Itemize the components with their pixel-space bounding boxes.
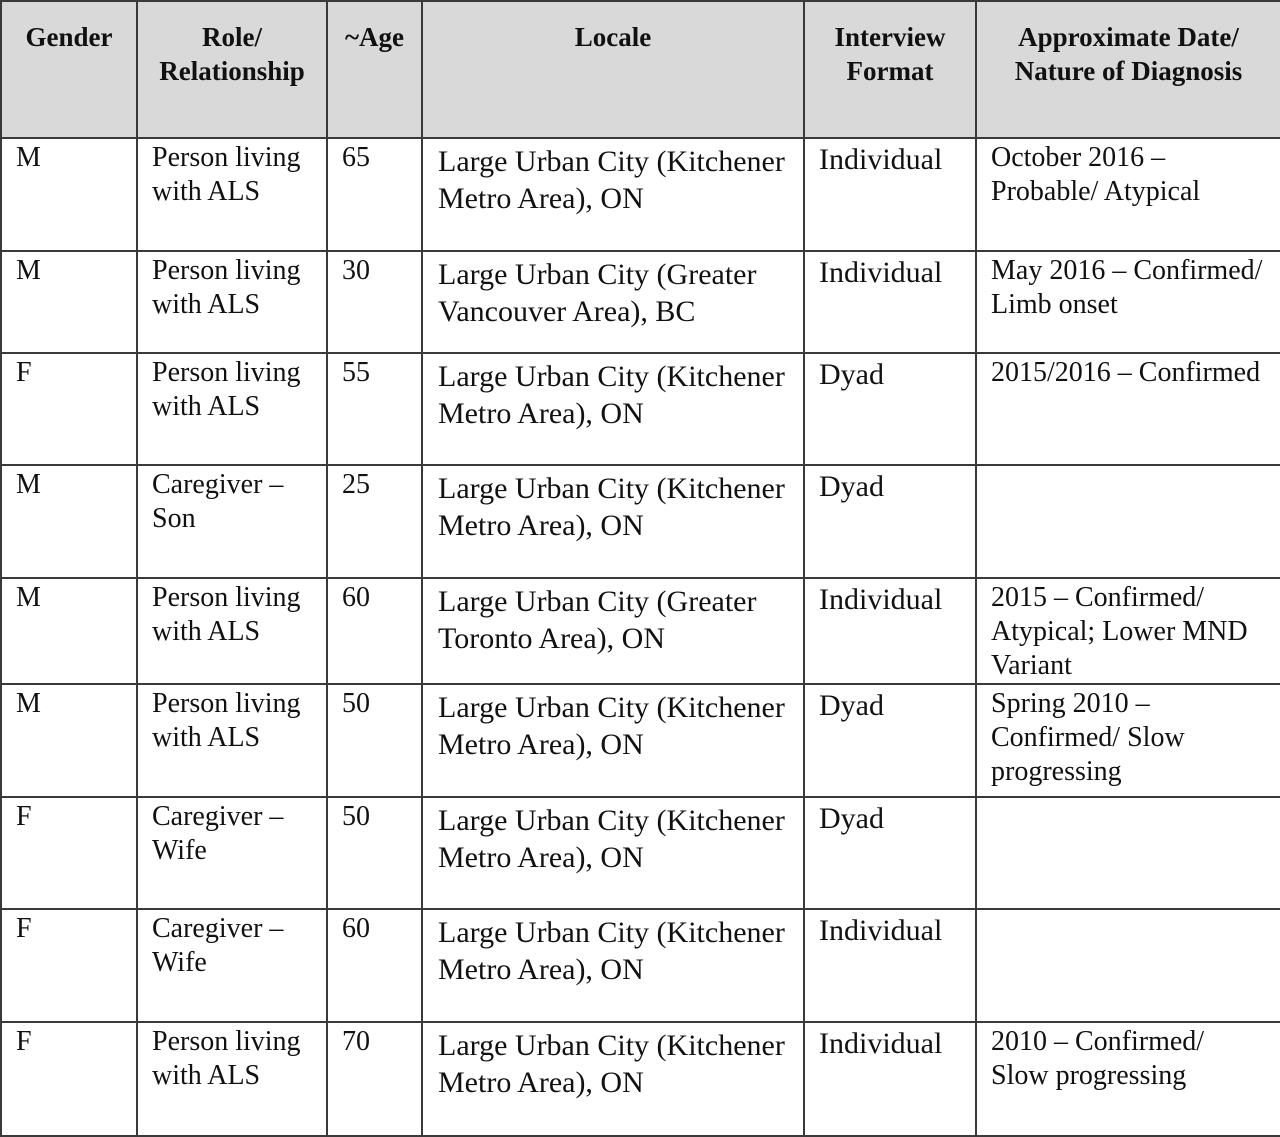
cell-age: 60 <box>327 909 422 1022</box>
cell-format: Individual <box>804 138 976 251</box>
cell-role: Person living with ALS <box>137 138 327 251</box>
cell-role: Caregiver – Wife <box>137 797 327 909</box>
cell-format: Dyad <box>804 684 976 797</box>
cell-gender: M <box>1 465 137 578</box>
cell-diagnosis: 2015 – Confirmed/ Atypical; Lower MND Variant <box>976 578 1280 684</box>
cell-gender: F <box>1 1022 137 1136</box>
table-row <box>1 684 1280 797</box>
cell-diagnosis: May 2016 – Confirmed/ Limb onset <box>976 251 1280 353</box>
cell-diagnosis: October 2016 – Probable/ Atypical <box>976 138 1280 251</box>
cell-locale: Large Urban City (Kitchener Metro Area), ON <box>422 1022 804 1136</box>
cell-gender: M <box>1 578 137 684</box>
cell-age: 30 <box>327 251 422 353</box>
header-locale: Locale <box>422 1 804 138</box>
header-gender: Gender <box>1 1 137 138</box>
cell-locale: Large Urban City (Kitchener Metro Area), ON <box>422 353 804 465</box>
cell-age: 25 <box>327 465 422 578</box>
cell-age: 50 <box>327 684 422 797</box>
header-row <box>1 1 1280 138</box>
table-row <box>1 578 1280 684</box>
cell-role: Caregiver – Son <box>137 465 327 578</box>
cell-format: Dyad <box>804 353 976 465</box>
table-row <box>1 797 1280 909</box>
cell-locale: Large Urban City (Kitchener Metro Area), ON <box>422 797 804 909</box>
cell-gender: F <box>1 353 137 465</box>
header-interview-format: Interview Format <box>804 1 976 138</box>
cell-locale: Large Urban City (Kitchener Metro Area), ON <box>422 138 804 251</box>
cell-age: 70 <box>327 1022 422 1136</box>
table-row <box>1 1022 1280 1136</box>
table-row <box>1 465 1280 578</box>
cell-format: Individual <box>804 909 976 1022</box>
cell-locale: Large Urban City (Kitchener Metro Area), ON <box>422 684 804 797</box>
cell-locale: Large Urban City (Kitchener Metro Area), ON <box>422 465 804 578</box>
cell-format: Dyad <box>804 465 976 578</box>
cell-gender: M <box>1 251 137 353</box>
header-role: Role/ Relationship <box>137 1 327 138</box>
cell-gender: M <box>1 138 137 251</box>
cell-role: Person living with ALS <box>137 1022 327 1136</box>
cell-format: Individual <box>804 1022 976 1136</box>
cell-diagnosis: 2010 – Confirmed/ Slow progressing <box>976 1022 1280 1136</box>
cell-role: Person living with ALS <box>137 578 327 684</box>
cell-locale: Large Urban City (Kitchener Metro Area), ON <box>422 909 804 1022</box>
cell-format: Individual <box>804 578 976 684</box>
cell-age: 55 <box>327 353 422 465</box>
cell-role: Person living with ALS <box>137 684 327 797</box>
table-row <box>1 138 1280 251</box>
header-age: ~Age <box>327 1 422 138</box>
cell-format: Individual <box>804 251 976 353</box>
cell-gender: F <box>1 909 137 1022</box>
cell-format: Dyad <box>804 797 976 909</box>
cell-role: Caregiver – Wife <box>137 909 327 1022</box>
table-row <box>1 353 1280 465</box>
cell-diagnosis: 2015/2016 – Confirmed <box>976 353 1280 465</box>
cell-role: Person living with ALS <box>137 353 327 465</box>
cell-locale: Large Urban City (Greater Toronto Area), ON <box>422 578 804 684</box>
cell-age: 60 <box>327 578 422 684</box>
cell-locale: Large Urban City (Greater Vancouver Area), BC <box>422 251 804 353</box>
cell-diagnosis <box>976 909 1280 1022</box>
table-row <box>1 909 1280 1022</box>
cell-role: Person living with ALS <box>137 251 327 353</box>
cell-gender: M <box>1 684 137 797</box>
cell-diagnosis: Spring 2010 – Confirmed/ Slow progressing <box>976 684 1280 797</box>
cell-age: 65 <box>327 138 422 251</box>
cell-age: 50 <box>327 797 422 909</box>
cell-diagnosis <box>976 797 1280 909</box>
table-row <box>1 251 1280 353</box>
cell-gender: F <box>1 797 137 909</box>
header-diagnosis: Approximate Date/ Nature of Diagnosis <box>976 1 1280 138</box>
cell-diagnosis <box>976 465 1280 578</box>
